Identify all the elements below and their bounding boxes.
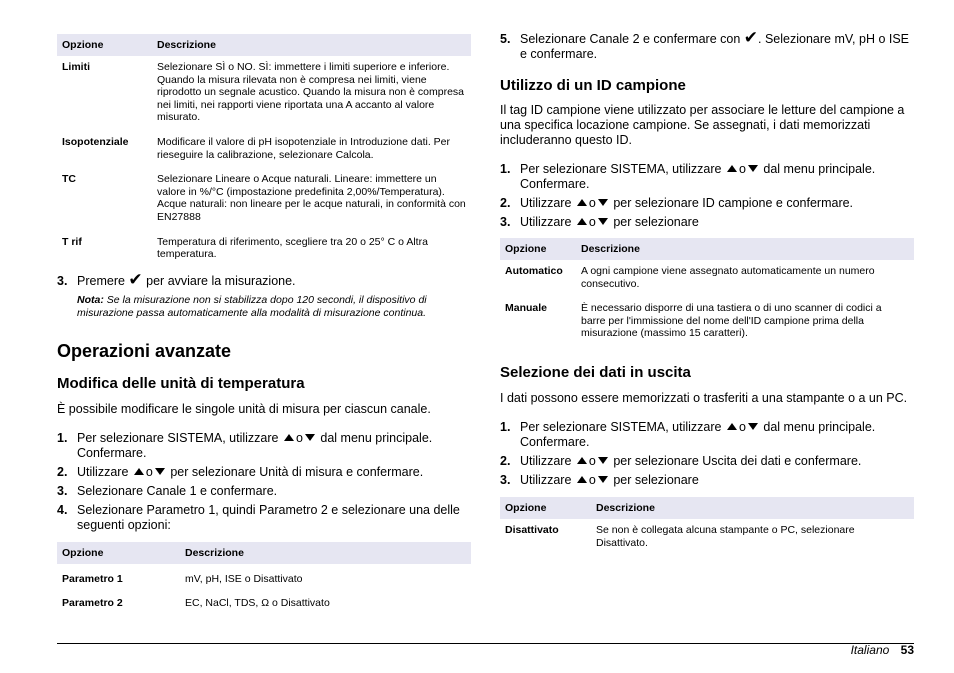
step-number: 3.: [500, 472, 511, 487]
table-row: [57, 56, 471, 131]
step-number: 2.: [500, 453, 511, 468]
table-row: [57, 231, 471, 268]
table-header-description: Descrizione: [180, 542, 471, 564]
option-description: Se non è collegata alcuna stampante o PC, selezionare Disattivato.: [596, 523, 855, 549]
options-table-parameters: [57, 542, 471, 617]
option-description: È necessario disporre di una tastiera o di uno scanner di codici a barre per l'immissione del nome dell'ID campione prima della misurazione (massimo 15 caratteri).: [581, 302, 882, 340]
step-text: Utilizzare: [520, 196, 572, 210]
arrow-up-icon: [727, 165, 737, 172]
list-item: [500, 196, 914, 211]
page-number: 53: [900, 643, 914, 657]
footer-language: Italiano: [850, 643, 890, 657]
arrow-up-icon: [577, 218, 587, 225]
subsection-title: Utilizzo di un ID campione: [500, 77, 686, 94]
arrow-down-icon: [748, 165, 758, 172]
list-item: [57, 484, 471, 499]
right-column: [500, 28, 914, 556]
step-number: 2.: [500, 196, 511, 210]
step-list: [500, 162, 914, 230]
table-header-description: Descrizione: [152, 34, 471, 56]
step-text: Utilizzare: [520, 453, 572, 468]
step-number: 2.: [57, 464, 68, 479]
step-number: 3.: [500, 215, 511, 229]
paragraph: Il tag ID campione viene utilizzato per associare le letture del campione a una specifica locazione campione. Se assegnati, i dati memorizzati includeranno questo ID.: [500, 103, 905, 147]
arrow-down-icon: [598, 199, 608, 206]
paragraph: I dati possono essere memorizzati o trasferiti a una stampante o a un PC.: [500, 390, 908, 405]
list-item: [57, 269, 471, 289]
step-number: 1.: [500, 162, 511, 176]
step-number: 3.: [57, 483, 68, 498]
section-title: Operazioni avanzate: [57, 340, 232, 361]
option-description: mV, pH, ISE o Disattivato: [185, 572, 303, 585]
options-table-sample-id: [500, 238, 914, 347]
list-item: [500, 162, 914, 192]
option-name: Disattivato: [505, 523, 559, 536]
option-name: T rif: [62, 235, 82, 248]
arrow-down-icon: [748, 423, 758, 430]
step-text: Premere: [77, 273, 125, 288]
option-name: Parametro 1: [62, 572, 123, 585]
option-name: Isopotenziale: [62, 135, 129, 148]
checkmark-icon: ✔: [128, 269, 143, 289]
step-text: per selezionare: [613, 215, 699, 229]
note-label: Nota:: [77, 293, 104, 306]
step-list: [500, 420, 914, 488]
table-header-option: Opzione: [500, 238, 576, 260]
step-number: 5.: [500, 32, 511, 46]
arrow-up-icon: [577, 476, 587, 483]
step-text: o: [738, 419, 746, 434]
arrow-down-icon: [305, 434, 315, 441]
step-text: Utilizzare: [77, 464, 129, 479]
step-text: dal menu principale. Confermare.: [520, 162, 876, 191]
step-number: 4.: [57, 502, 68, 517]
option-description: Temperatura di riferimento, scegliere tra 20 o 25° C o Altra temperatura.: [157, 235, 428, 261]
step-text: per selezionare ID campione e confermare.: [613, 196, 854, 210]
step-text: dal menu principale. Confermare.: [520, 419, 876, 449]
table-row: [57, 592, 471, 617]
subsection-title: Modifica delle unità di temperatura: [57, 374, 305, 392]
step-text: o: [588, 215, 596, 229]
list-item: [500, 420, 914, 450]
step-text: . Selezionare mV, pH o ISE e confermare.: [520, 32, 910, 61]
step-text: per selezionare Unità di misura e confermare.: [170, 464, 424, 479]
options-table-measurement: [57, 34, 471, 268]
table-row: [500, 519, 914, 556]
option-description: Selezionare SÌ o NO. SÌ: immettere i limiti superiore e inferiore. Quando la misura rilevata non è compresa nei limiti, viene riprodotto un segnale acustico. Quando la misura non è compresa nei limiti, nei rapporti viene riportata una A accanto al valore misurato.: [157, 61, 465, 124]
option-description: Modificare il valore di pH isopotenziale in Introduzione dati. Per rieseguire la calibrazione, selezionare Calcola.: [157, 135, 450, 161]
step-text: Selezionare Canale 2 e confermare con: [520, 32, 741, 46]
checkmark-icon: ✔: [743, 28, 759, 47]
step-text: Per selezionare SISTEMA, utilizzare: [520, 162, 722, 176]
table-header-description: Descrizione: [591, 497, 914, 519]
option-description: EC, NaCl, TDS, Ω o Disattivato: [185, 597, 330, 610]
step-number: 1.: [57, 430, 68, 445]
table-row: [57, 168, 471, 230]
table-header-option: Opzione: [500, 497, 591, 519]
step-number: 3.: [57, 273, 68, 288]
step-text: Utilizzare: [520, 472, 572, 487]
list-item: [500, 454, 914, 469]
step-text: o: [295, 430, 303, 445]
step-number: 1.: [500, 419, 511, 434]
list-item: [500, 473, 914, 488]
step-text: Selezionare Canale 1 e confermare.: [77, 483, 278, 498]
step-text: per avviare la misurazione.: [146, 273, 296, 288]
arrow-up-icon: [727, 423, 737, 430]
arrow-down-icon: [598, 457, 608, 464]
step-text: per selezionare Uscita dei dati e confermare.: [613, 453, 862, 468]
left-column: [57, 34, 471, 617]
step-text: dal menu principale. Confermare.: [77, 430, 433, 460]
list-item: [500, 28, 914, 62]
step-text: o: [588, 453, 596, 468]
option-name: Parametro 2: [62, 597, 123, 610]
step-text: Per selezionare SISTEMA, utilizzare: [77, 430, 279, 445]
arrow-up-icon: [577, 199, 587, 206]
table-row: [500, 297, 914, 347]
option-description: A ogni campione viene assegnato automaticamente un numero consecutivo.: [581, 265, 875, 290]
arrow-up-icon: [284, 434, 294, 441]
step-text: Selezionare Parametro 1, quindi Parametro 2 e selezionare una delle seguenti opzioni:: [77, 502, 460, 532]
arrow-up-icon: [577, 457, 587, 464]
step-list: [57, 431, 471, 533]
paragraph: È possibile modificare le singole unità di misura per ciascun canale.: [57, 401, 431, 416]
option-name: TC: [62, 173, 76, 186]
step-text: Per selezionare SISTEMA, utilizzare: [520, 419, 722, 434]
list-item: [500, 215, 914, 230]
options-table-data-output: [500, 497, 914, 556]
option-name: Limiti: [62, 61, 90, 73]
note-text: Se la misurazione non si stabilizza dopo 120 secondi, il dispositivo di misurazione passa automaticamente alla modalità di misurazione continua.: [77, 293, 427, 319]
step-list: [500, 28, 914, 62]
step-text: Utilizzare: [520, 215, 572, 229]
table-row: [57, 131, 471, 168]
list-item: [57, 503, 471, 533]
arrow-down-icon: [598, 476, 608, 483]
table-header-option: Opzione: [57, 34, 152, 56]
option-description: Selezionare Lineare o Acque naturali. Lineare: immettere un valore in %/°C (impostazione predefinita 2,00%/Temperatura). Acque naturali: non lineare per le acque naturali, in conformità con EN27888: [157, 173, 466, 223]
arrow-down-icon: [598, 218, 608, 225]
list-item: [57, 431, 471, 461]
step-text: o: [738, 162, 746, 176]
page-footer: [851, 643, 914, 658]
step-text: o: [588, 472, 596, 487]
table-header-description: Descrizione: [576, 238, 914, 260]
table-row: [500, 260, 914, 297]
step-text: o: [145, 464, 153, 479]
option-name: Automatico: [505, 265, 563, 277]
step-text: per selezionare: [613, 472, 699, 487]
option-name: Manuale: [505, 302, 548, 315]
arrow-down-icon: [155, 468, 165, 475]
step-list: [57, 269, 471, 289]
footer-divider: [57, 643, 914, 644]
step-text: o: [588, 196, 596, 210]
list-item: [57, 465, 471, 480]
subsection-title: Selezione dei dati in uscita: [500, 363, 691, 381]
arrow-up-icon: [134, 468, 144, 475]
table-row: [57, 564, 471, 593]
table-header-option: Opzione: [57, 542, 180, 564]
note: [57, 294, 471, 320]
